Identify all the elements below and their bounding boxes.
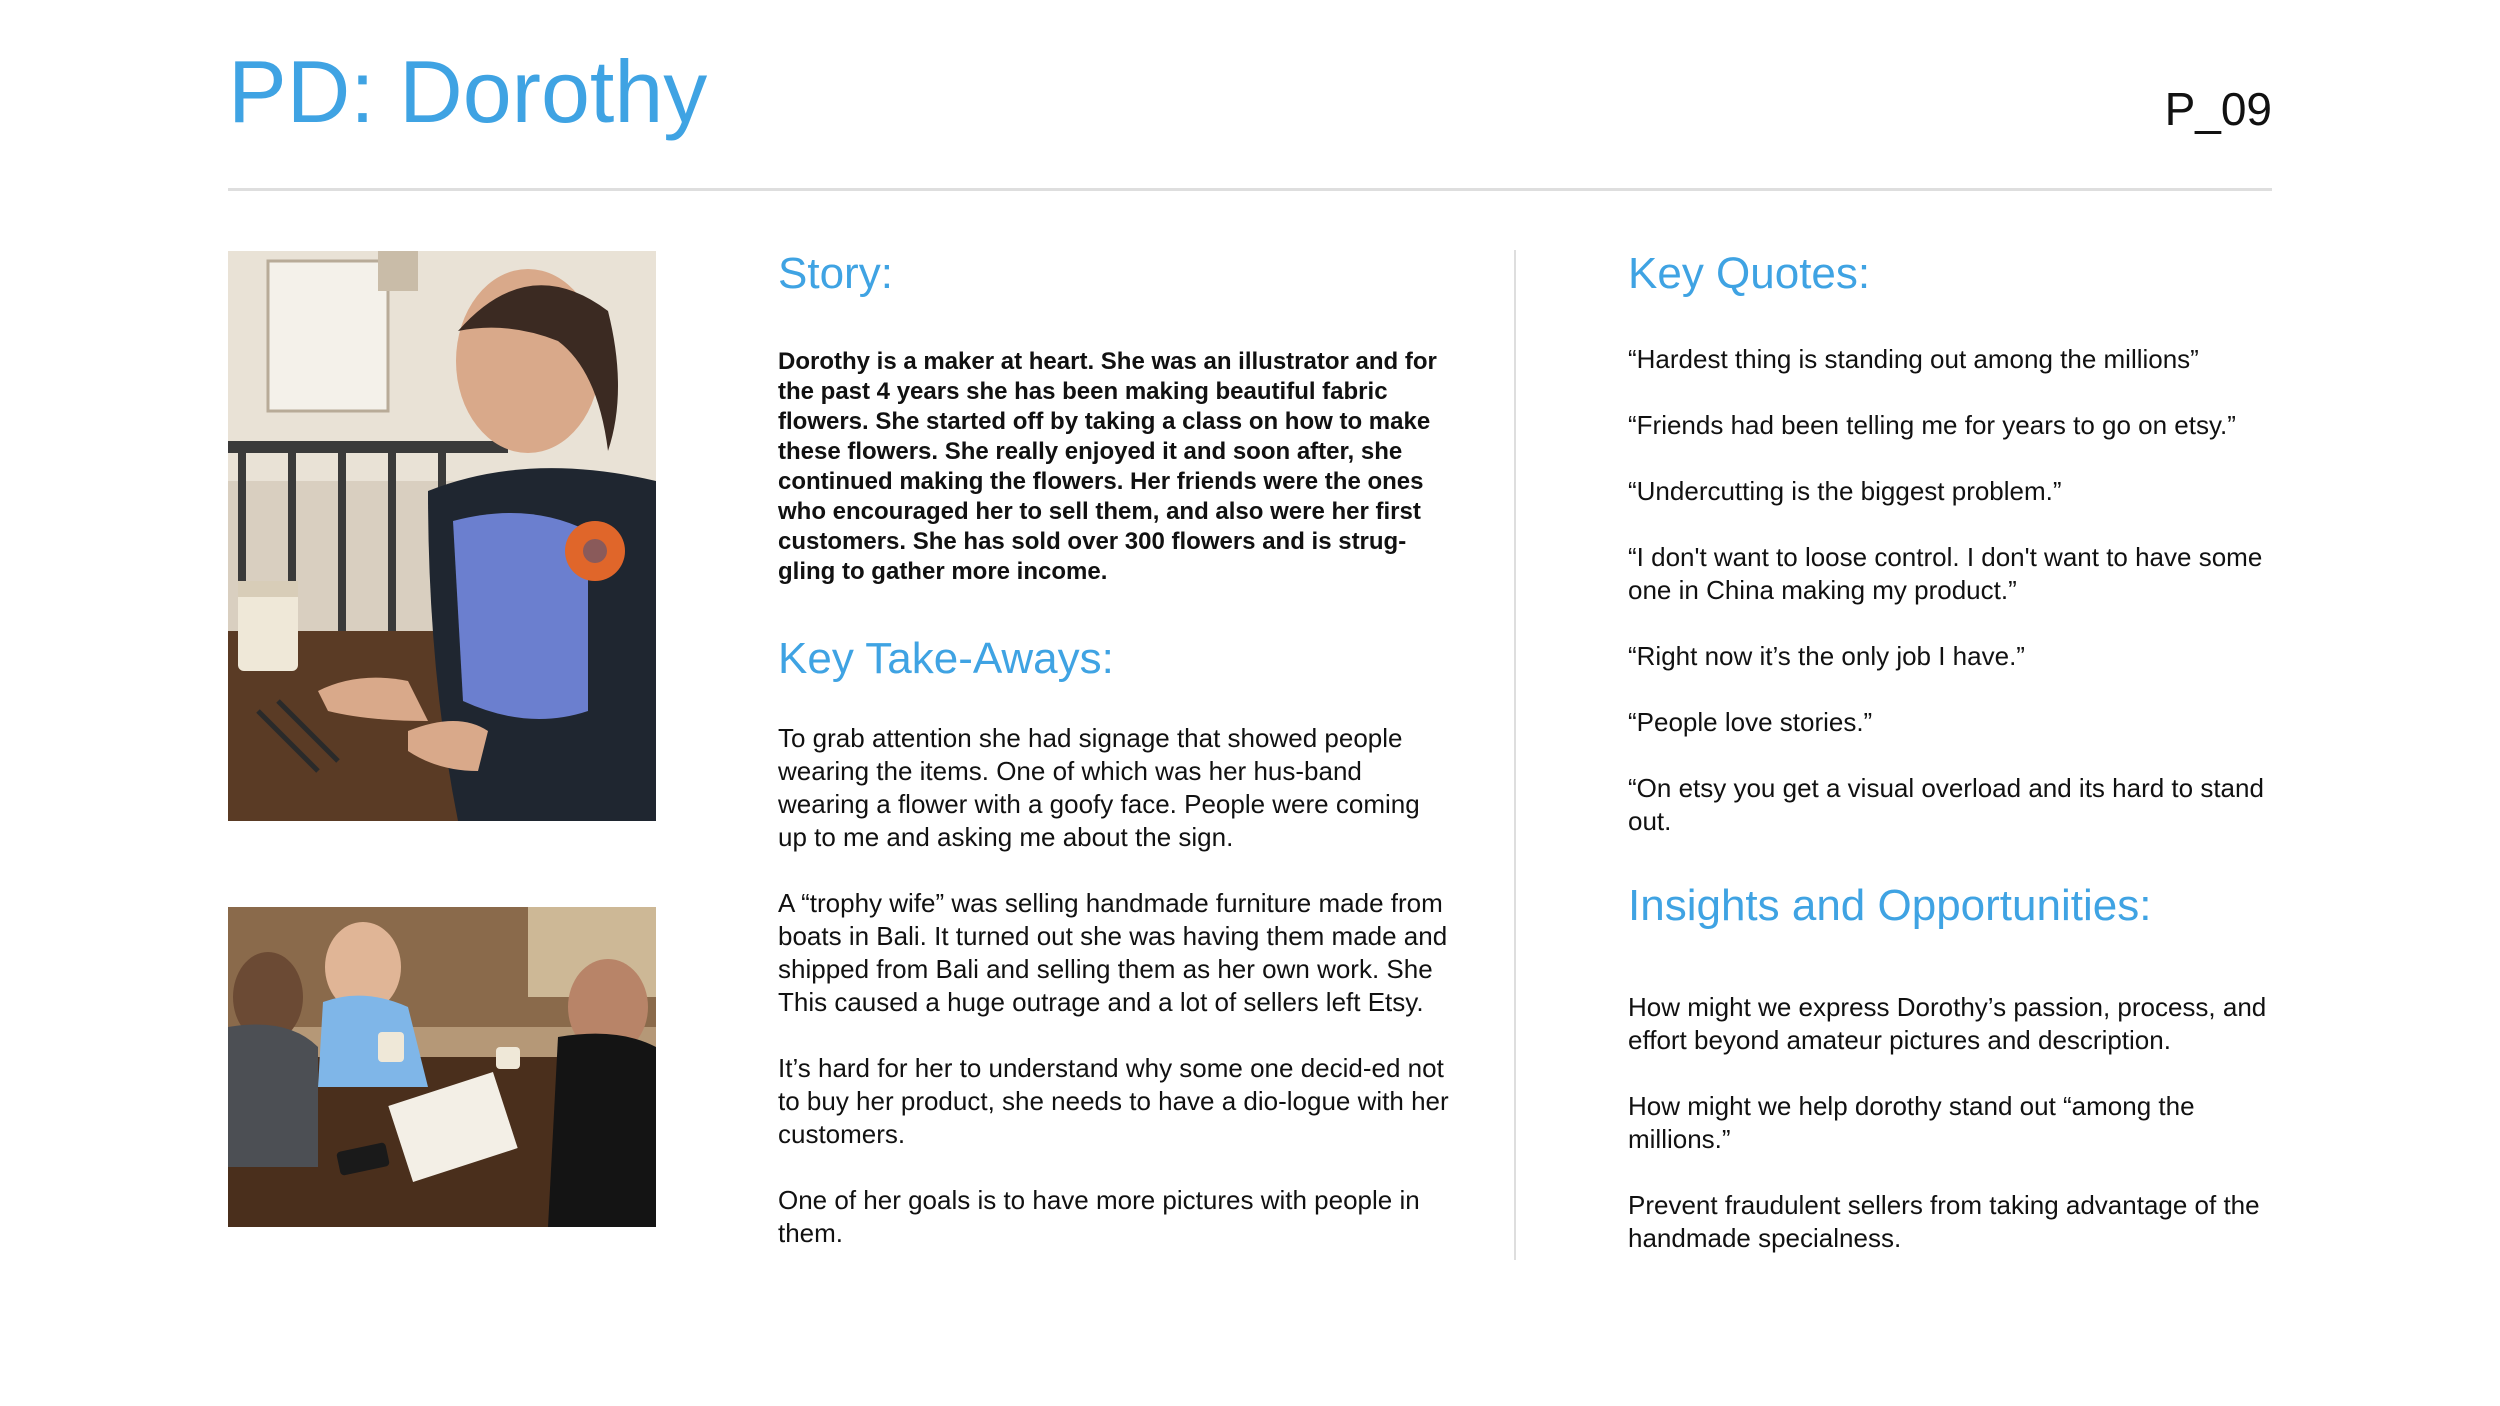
quotes-heading: Key Quotes: — [1628, 249, 1871, 298]
takeaway-item: It’s hard for her to understand why some one decid-ed not to buy her product, she needs to have a dio-logue with her customers. — [778, 1052, 1449, 1149]
insight-item: How might we express Dorothy’s passion, process, and effort beyond amateur pictures and description. — [1628, 991, 2267, 1055]
quote-item: “I don't want to loose control. I don't want to have some one in China making my product.” — [1628, 541, 2263, 605]
page-title: PD: Dorothy — [228, 42, 708, 141]
quote-item: “Friends had been telling me for years to go on etsy.” — [1628, 409, 2236, 440]
quote-item: “People love stories.” — [1628, 706, 1873, 737]
insight-item: Prevent fraudulent sellers from taking advantage of the handmade specialness. — [1628, 1189, 2260, 1253]
team-interview-photo — [228, 907, 656, 1227]
takeaway-item: One of her goals is to have more pictures with people in them. — [778, 1184, 1420, 1248]
quote-item: “Undercutting is the biggest problem.” — [1628, 475, 2062, 506]
dorothy-portrait-photo — [228, 251, 656, 821]
team-interview-image — [228, 907, 656, 1227]
takeaway-item: A “trophy wife” was selling handmade furniture made from boats in Bali. It turned out she was having them made and shipped from Bali and selling them as her own work. She This caused a huge outrage and a lot of sellers left Etsy. — [778, 887, 1448, 1017]
insights-heading: Insights and Opportunities: — [1628, 880, 2152, 930]
quote-item: “On etsy you get a visual overload and its hard to stand out. — [1628, 772, 2264, 836]
quote-item: “Hardest thing is standing out among the millions” — [1628, 343, 2199, 374]
story-text: Dorothy is a maker at heart. She was an illustrator and for the past 4 years she has been making beautiful fabric flowers. She started off by taking a class on how to make these flowers. She really enjoyed it and soon after, she continued making the flowers. Her friends were the ones who encouraged her to sell them, and also were her first customers. She has sold over 300 flowers and is strug-gling to gather more income. — [778, 347, 1437, 585]
quotes-column — [1628, 248, 2288, 1255]
dorothy-portrait-image — [228, 251, 656, 821]
takeaway-item: To grab attention she had signage that showed people wearing the items. One of which was her hus-band wearing a flower with a goofy face. People were coming up to me and asking me about the sign. — [778, 722, 1420, 852]
takeaways-heading: Key Take-Aways: — [778, 633, 1114, 683]
insight-item: How might we help dorothy stand out “among the millions.” — [1628, 1090, 2195, 1154]
header-divider — [228, 188, 2272, 191]
story-heading: Story: — [778, 249, 893, 298]
page-number: P_09 — [2164, 83, 2272, 135]
quote-item: “Right now it’s the only job I have.” — [1628, 640, 2025, 671]
column-divider — [1514, 250, 1516, 1260]
story-column — [778, 248, 1450, 1250]
